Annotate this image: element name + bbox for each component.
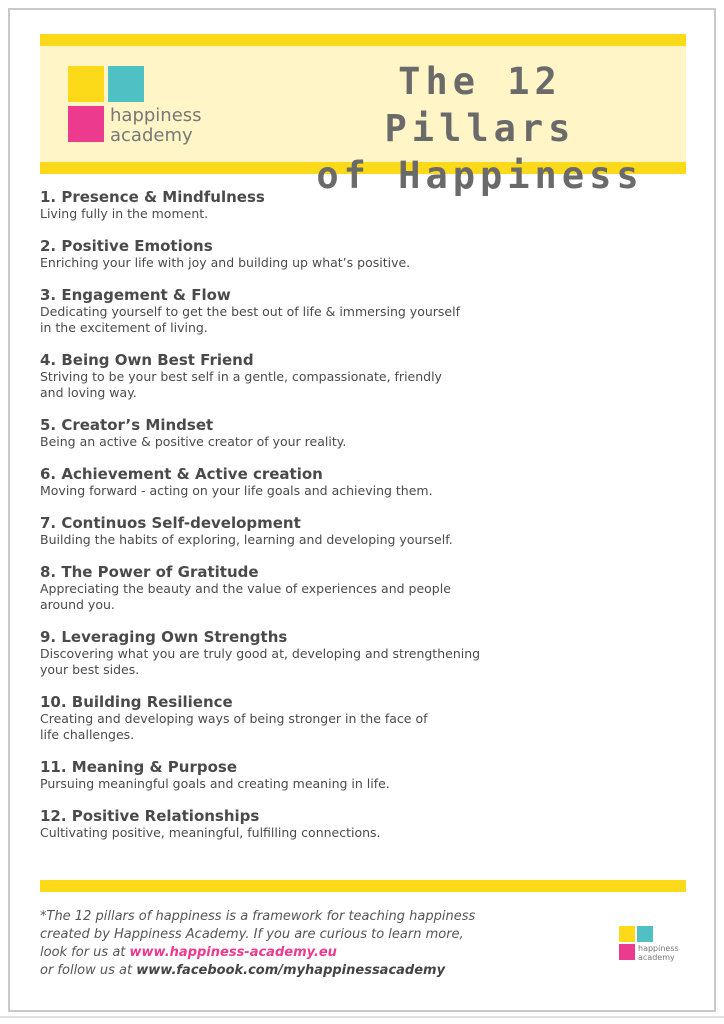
pillar-description: Building the habits of exploring, learning and developing yourself. <box>40 532 453 547</box>
pillar-item <box>40 237 660 271</box>
pillar-title: 4. Being Own Best Friend <box>40 351 254 369</box>
pillar-item <box>40 286 660 336</box>
logo-yellow-square <box>619 926 635 942</box>
footer-line3-prefix: look for us at <box>40 945 130 960</box>
pillar-description: Pursuing meaningful goals and creating meaning in life. <box>40 776 390 791</box>
pillar-item <box>40 807 660 841</box>
facebook-link[interactable]: www.facebook.com/myhappinessacademy <box>136 963 446 978</box>
logo-yellow-square <box>68 66 104 102</box>
page-title-line1: The 12 Pillars <box>384 60 576 150</box>
pillar-title: 12. Positive Relationships <box>40 807 260 825</box>
logo-pink-square <box>619 944 635 960</box>
footer-line1: *The 12 pillars of happiness is a framework for teaching happiness <box>40 909 476 924</box>
pillar-title: 11. Meaning & Purpose <box>40 758 237 776</box>
logo-text-line2: academy <box>110 125 193 146</box>
pillar-description: Dedicating yourself to get the best out of life & immersing yourself in the excitement of living. <box>40 304 460 335</box>
footer-bar <box>40 880 686 892</box>
logo-text <box>638 944 679 962</box>
pillar-title: 3. Engagement & Flow <box>40 286 231 304</box>
pillar-description: Appreciating the beauty and the value of experiences and people around you. <box>40 581 451 612</box>
page-title-line2: of Happiness <box>316 154 644 197</box>
pillar-title: 6. Achievement & Active creation <box>40 465 323 483</box>
footer-line2: created by Happiness Academy. If you are curious to learn more, <box>40 927 464 942</box>
pillar-description: Striving to be your best self in a gentle, compassionate, friendly and loving way. <box>40 369 442 400</box>
logo-text <box>110 106 202 146</box>
happiness-academy-logo-small <box>619 926 689 968</box>
pillar-title: 7. Continuos Self-development <box>40 514 301 532</box>
pillar-item <box>40 416 660 450</box>
pillar-title: 1. Presence & Mindfulness <box>40 188 265 206</box>
website-link[interactable]: www.happiness-academy.eu <box>129 945 337 960</box>
header-top-bar <box>40 34 686 46</box>
pillar-description: Cultivating positive, meaningful, fulfilling connections. <box>40 825 381 840</box>
footer-line3 <box>40 944 560 962</box>
logo-teal-square <box>108 66 144 102</box>
pillar-title: 2. Positive Emotions <box>40 237 213 255</box>
logo-text-line1: happiness <box>110 105 202 126</box>
logo-text-line1: happiness <box>638 944 679 953</box>
pillar-item <box>40 514 660 548</box>
pillar-title: 5. Creator’s Mindset <box>40 416 214 434</box>
logo-text-line2: academy <box>638 953 675 962</box>
pillar-item <box>40 563 660 613</box>
pillar-item <box>40 628 660 678</box>
footer-line4-prefix: or follow us at <box>40 963 137 978</box>
pillar-description: Moving forward - acting on your life goals and achieving them. <box>40 483 433 498</box>
footer-note <box>40 908 560 980</box>
footer-line4 <box>40 962 560 980</box>
pillar-item <box>40 758 660 792</box>
pillar-title: 8. The Power of Gratitude <box>40 563 259 581</box>
pillar-item <box>40 351 660 401</box>
pillars-list <box>40 188 660 841</box>
logo-teal-square <box>637 926 653 942</box>
pillar-item <box>40 188 660 222</box>
logo-pink-square <box>68 106 104 142</box>
pillar-description: Creating and developing ways of being stronger in the face of life challenges. <box>40 711 428 742</box>
pillar-description: Being an active & positive creator of your reality. <box>40 434 347 449</box>
page-divider <box>0 1016 724 1018</box>
pillar-item <box>40 465 660 499</box>
happiness-academy-logo <box>68 66 218 156</box>
pillar-title: 10. Building Resilience <box>40 693 233 711</box>
pillar-description: Discovering what you are truly good at, developing and strengthening your best sides. <box>40 646 481 677</box>
pillar-title: 9. Leveraging Own Strengths <box>40 628 288 646</box>
pillar-description: Enriching your life with joy and building up what’s positive. <box>40 255 411 270</box>
pillar-item <box>40 693 660 743</box>
pillar-description: Living fully in the moment. <box>40 206 209 221</box>
page-title <box>290 58 670 199</box>
